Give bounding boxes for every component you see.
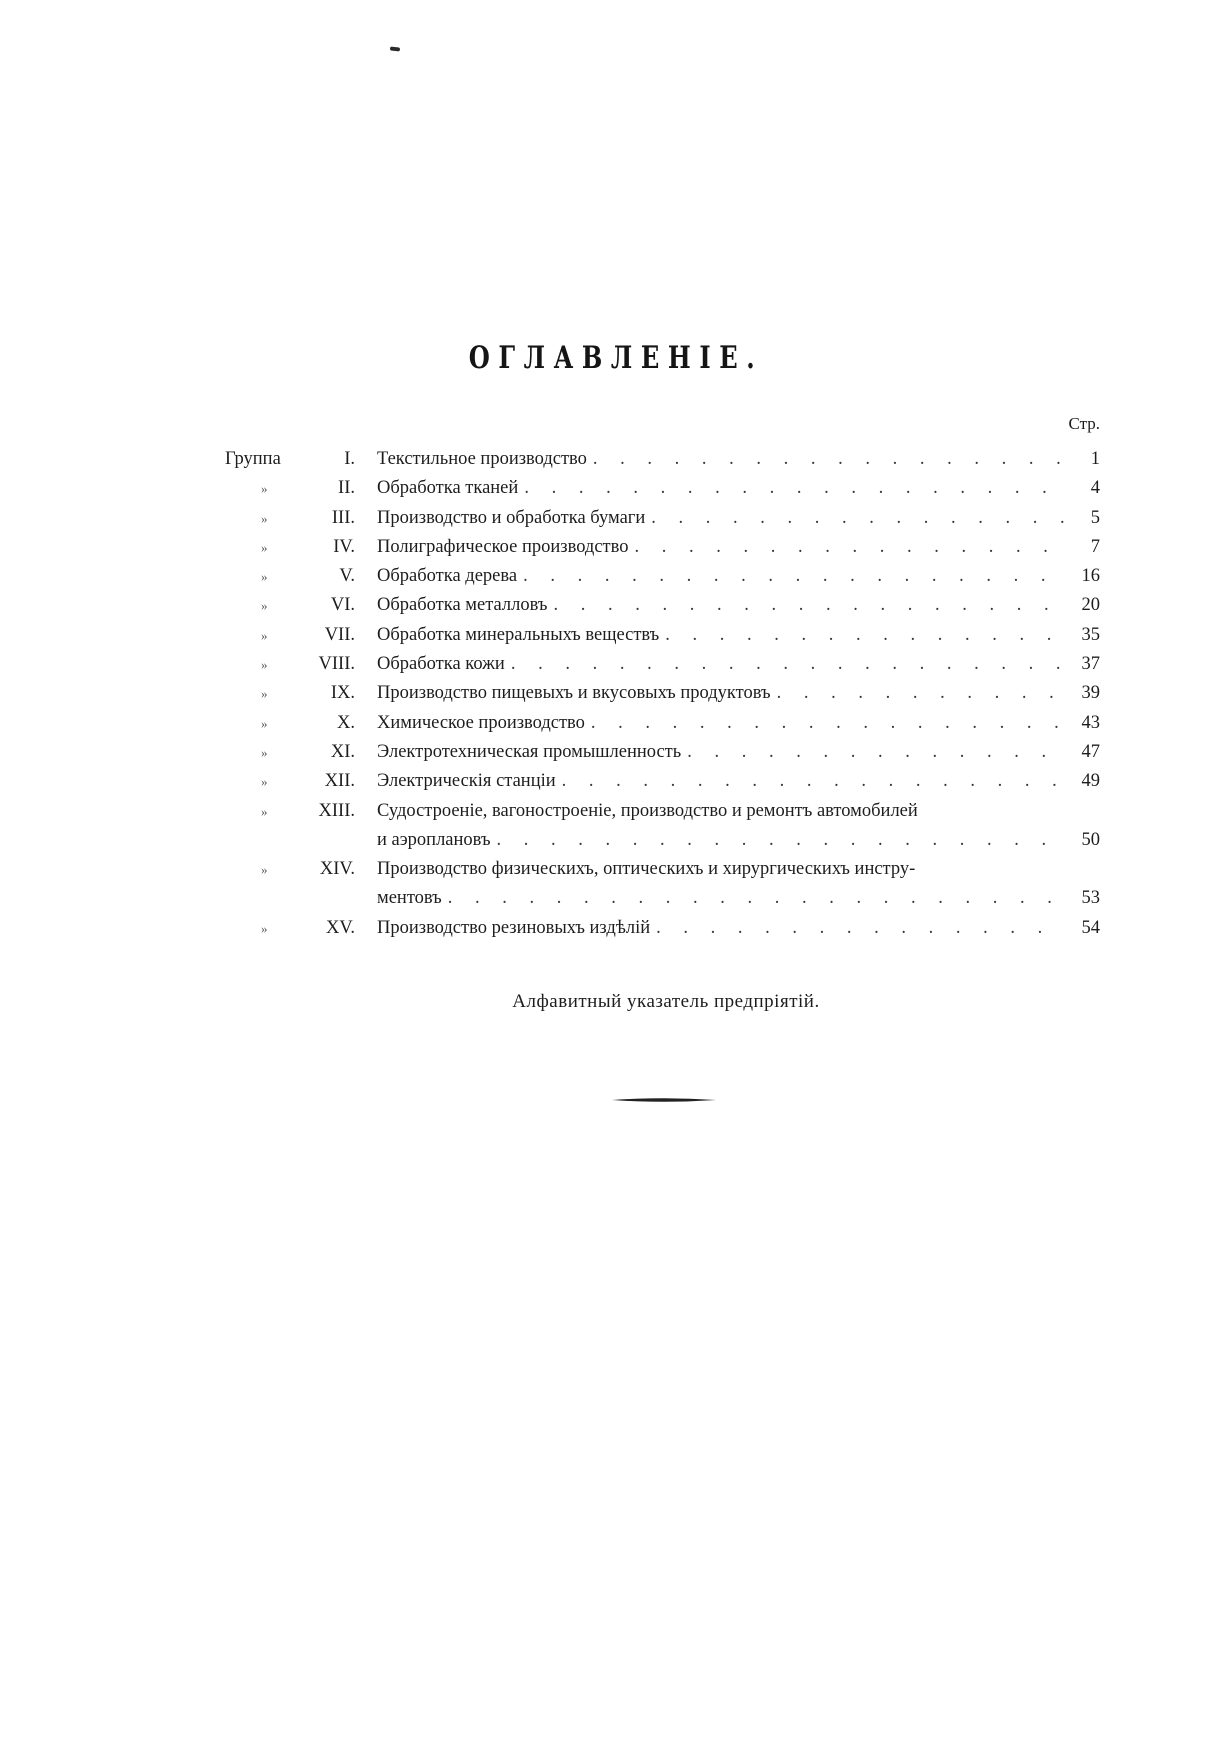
ditto-mark: » bbox=[261, 657, 268, 673]
dot-leader bbox=[448, 884, 1066, 913]
group-numeral: XIV. bbox=[319, 859, 355, 880]
toc-row bbox=[225, 709, 1100, 738]
toc-row bbox=[225, 504, 1100, 533]
dot-leader bbox=[524, 474, 1066, 503]
ditto-mark: » bbox=[261, 598, 268, 614]
page-number: 54 bbox=[1081, 917, 1100, 938]
page-number: 5 bbox=[1090, 507, 1100, 528]
ditto-mark: » bbox=[261, 774, 268, 790]
page-number: 20 bbox=[1081, 595, 1100, 616]
page-column-header: Стр. bbox=[1068, 414, 1100, 433]
stray-mark bbox=[390, 46, 400, 51]
dot-leader bbox=[553, 591, 1066, 620]
page-number: 47 bbox=[1081, 741, 1100, 762]
ditto-mark: » bbox=[261, 481, 268, 497]
dot-leader bbox=[523, 562, 1066, 591]
group-numeral: VIII. bbox=[318, 654, 355, 675]
group-numeral: I. bbox=[344, 449, 355, 469]
toc-entry bbox=[377, 504, 1100, 533]
entry-title: ментовъ bbox=[377, 888, 442, 909]
page-number: 4 bbox=[1090, 478, 1100, 499]
toc-row bbox=[225, 562, 1100, 591]
toc-entry bbox=[377, 767, 1100, 796]
page-number: 39 bbox=[1081, 683, 1100, 704]
toc-entry bbox=[377, 855, 1100, 884]
toc-entry bbox=[377, 797, 1100, 826]
ditto-mark: » bbox=[261, 715, 268, 731]
dot-leader bbox=[651, 504, 1066, 533]
group-numeral: XI. bbox=[330, 741, 355, 762]
page-number: 35 bbox=[1081, 624, 1100, 645]
toc-entry bbox=[377, 533, 1100, 562]
toc-row bbox=[225, 533, 1100, 562]
dot-leader bbox=[497, 826, 1066, 855]
toc-row bbox=[225, 797, 1100, 826]
page-number: 53 bbox=[1081, 888, 1100, 909]
group-label: Группа bbox=[225, 449, 281, 469]
page-number: 1 bbox=[1090, 449, 1100, 469]
toc-entry bbox=[377, 591, 1100, 620]
dot-leader bbox=[634, 533, 1066, 562]
toc-row bbox=[225, 650, 1100, 679]
toc-row bbox=[225, 914, 1100, 943]
entry-title: Производство и обработка бумаги bbox=[377, 507, 646, 528]
toc-row bbox=[225, 445, 1100, 474]
alphabetical-index-line: Алфавитный указатель предпріятій. bbox=[512, 991, 820, 1012]
group-numeral: VI. bbox=[330, 595, 355, 616]
entry-title: Производство пищевыхъ и вкусовыхъ продуктовъ bbox=[377, 683, 771, 704]
dot-leader bbox=[591, 709, 1066, 738]
group-numeral: V. bbox=[339, 566, 355, 587]
ditto-mark: » bbox=[261, 803, 268, 819]
toc-entry bbox=[377, 884, 1100, 913]
page-number: 43 bbox=[1081, 712, 1100, 733]
entry-title: Полиграфическое производство bbox=[377, 536, 629, 557]
entry-title: Электротехническая промышленность bbox=[377, 741, 682, 762]
page-number: 16 bbox=[1081, 566, 1100, 587]
group-numeral: XV. bbox=[326, 917, 355, 938]
entry-title: Обработка дерева bbox=[377, 566, 518, 587]
group-numeral: IX. bbox=[330, 683, 355, 704]
dot-leader bbox=[665, 621, 1066, 650]
page-number: 37 bbox=[1081, 654, 1100, 675]
entry-title: и аэроплановъ bbox=[377, 829, 491, 850]
toc-row bbox=[225, 767, 1100, 796]
group-numeral: III. bbox=[331, 507, 355, 528]
page-title: ОГЛАВЛЕНІЕ. bbox=[468, 340, 764, 376]
toc-entry bbox=[377, 679, 1100, 708]
ditto-mark: » bbox=[261, 920, 268, 936]
entry-title: Судостроеніе, вагоностроеніе, производство и ремонтъ автомобилей bbox=[377, 800, 918, 821]
toc-row bbox=[225, 679, 1100, 708]
page-number: 49 bbox=[1081, 771, 1100, 792]
toc-row bbox=[225, 474, 1100, 503]
group-numeral: VII. bbox=[324, 624, 355, 645]
entry-title: Химическое производство bbox=[377, 712, 585, 733]
page-number: 7 bbox=[1090, 536, 1100, 557]
ditto-mark: » bbox=[261, 510, 268, 526]
toc-row bbox=[225, 738, 1100, 767]
toc-row bbox=[225, 826, 1100, 855]
group-numeral: XIII. bbox=[318, 800, 355, 821]
dot-leader bbox=[656, 914, 1066, 943]
toc-entry bbox=[377, 621, 1100, 650]
toc-entry bbox=[377, 445, 1100, 474]
dot-leader bbox=[511, 650, 1066, 679]
ditto-mark: » bbox=[261, 744, 268, 760]
toc-row bbox=[225, 621, 1100, 650]
toc-entry bbox=[377, 914, 1100, 943]
toc-entry bbox=[377, 709, 1100, 738]
toc-entry bbox=[377, 474, 1100, 503]
toc-entry bbox=[377, 562, 1100, 591]
toc-row bbox=[225, 855, 1100, 884]
dot-leader bbox=[687, 738, 1066, 767]
ditto-mark: » bbox=[261, 862, 268, 878]
table-of-contents bbox=[225, 445, 1100, 943]
ditto-mark: » bbox=[261, 539, 268, 555]
dot-leader bbox=[593, 445, 1066, 474]
ditto-mark: » bbox=[261, 627, 268, 643]
entry-title: Обработка минеральныхъ веществъ bbox=[377, 624, 660, 645]
dot-leader bbox=[777, 679, 1066, 708]
entry-title: Производство физическихъ, оптическихъ и хирургическихъ инстру- bbox=[377, 859, 916, 880]
group-numeral: X. bbox=[337, 712, 355, 733]
ornament-divider-icon bbox=[612, 1097, 716, 1103]
group-numeral: IV. bbox=[333, 536, 355, 557]
entry-title: Обработка тканей bbox=[377, 478, 519, 499]
group-numeral: XII. bbox=[324, 771, 355, 792]
toc-row bbox=[225, 591, 1100, 620]
ditto-mark: » bbox=[261, 569, 268, 585]
toc-entry bbox=[377, 738, 1100, 767]
group-numeral: II. bbox=[338, 478, 355, 499]
ditto-mark: » bbox=[261, 686, 268, 702]
toc-row bbox=[225, 884, 1100, 913]
dot-leader bbox=[562, 767, 1066, 796]
entry-title: Текстильное производство bbox=[377, 449, 587, 469]
page-number: 50 bbox=[1081, 829, 1100, 850]
toc-entry bbox=[377, 826, 1100, 855]
entry-title: Обработка металловъ bbox=[377, 595, 548, 616]
entry-title: Обработка кожи bbox=[377, 654, 505, 675]
toc-entry bbox=[377, 650, 1100, 679]
entry-title: Электрическія станціи bbox=[377, 771, 556, 792]
entry-title: Производство резиновыхъ издѣлій bbox=[377, 917, 651, 938]
